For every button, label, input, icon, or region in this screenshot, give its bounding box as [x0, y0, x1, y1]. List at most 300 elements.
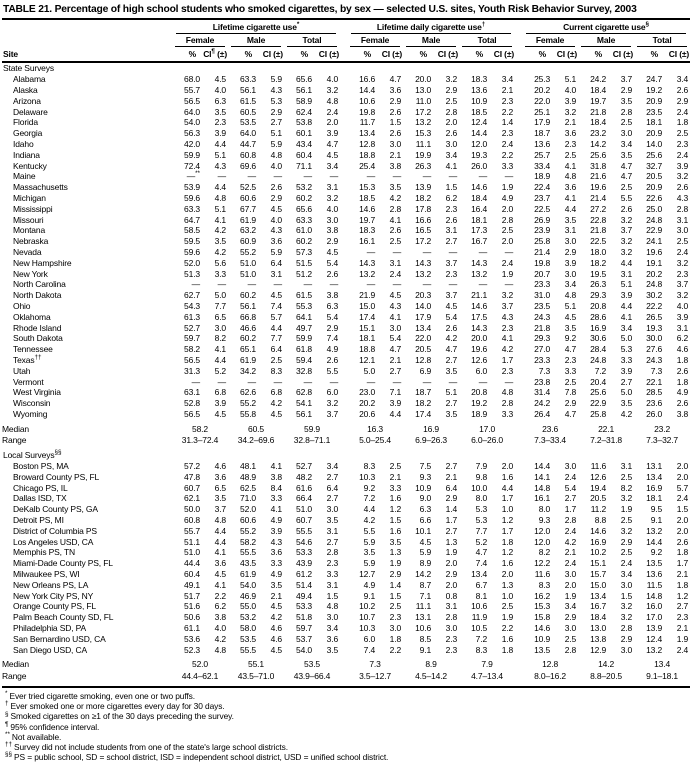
spacer — [515, 655, 522, 670]
ci-value-cell: 2.3 — [445, 268, 458, 279]
ci-value-cell: 5.7 — [270, 311, 282, 322]
table-row — [2, 558, 690, 569]
site-cell: District of Columbia PS — [13, 525, 97, 536]
ci-value-cell: 4.7 — [389, 74, 402, 85]
percent-value-cell: 29.3 — [534, 333, 551, 344]
spacer — [515, 312, 522, 323]
ci-value-cell: 1.5 — [445, 182, 458, 193]
ci-value-cell: 3.1 — [270, 268, 282, 279]
percent-value-cell: 7.7 — [475, 525, 488, 536]
ci-value-cell: 6.4 — [270, 257, 282, 268]
percent-value-cell: 54.1 — [296, 398, 312, 409]
ci-value-cell: 3.4 — [564, 279, 577, 290]
percent-value-cell: 12.8 — [359, 138, 376, 149]
percent-value-cell: 52.3 — [184, 644, 200, 655]
percent-value-cell: 5.9 — [419, 547, 432, 558]
ci-value-cell: 2.6 — [445, 214, 458, 225]
percent-value-cell: 22.5 — [590, 236, 607, 247]
table-body — [2, 62, 690, 687]
percent-value-cell: — — [478, 246, 488, 257]
spacer — [340, 279, 347, 290]
percent-value-cell: — — [366, 279, 376, 290]
percent-value-cell: 47.8 — [184, 471, 200, 482]
percent-value-cell: 16.6 — [415, 214, 432, 225]
median-value: 60.5 — [248, 423, 264, 434]
footnote-marker: †† — [5, 741, 13, 749]
ci-value-cell: 2.9 — [389, 569, 402, 580]
percent-value-cell: 9.1 — [363, 590, 376, 601]
percent-value-cell: 64.0 — [240, 128, 256, 139]
ci-value-cell: 5.9 — [270, 246, 282, 257]
percent-value-cell: 13.2 — [646, 644, 663, 655]
site-cell: Nebraska — [13, 236, 49, 247]
ci-value-cell: 2.6 — [676, 365, 689, 376]
spacer — [340, 215, 347, 226]
percent-value-cell: 63.1 — [184, 387, 200, 398]
ci-value-cell: 4.1 — [501, 333, 514, 344]
ci-value-cell: 4.5 — [270, 290, 282, 301]
ci-value-cell: 5.1 — [564, 300, 577, 311]
table-row — [2, 323, 690, 334]
sex-label: Male — [406, 35, 456, 47]
footnote: † Ever smoked one or more cigarettes every day for 30 days. — [5, 700, 225, 712]
percent-value-cell: 42.0 — [184, 138, 200, 149]
section-label: Local Surveys§§ — [3, 449, 62, 461]
median-value: 53.5 — [304, 659, 320, 670]
percent-value-cell: 8.1 — [475, 590, 488, 601]
site-cell: Florida — [13, 117, 38, 128]
ci-value-cell: 2.3 — [676, 268, 689, 279]
ci-value-cell: 2.5 — [676, 128, 689, 139]
percent-value-cell: 53.2 — [296, 182, 312, 193]
ci-value-cell: 2.8 — [445, 612, 458, 623]
ci-value-cell: 2.3 — [501, 95, 514, 106]
ci-value-cell: 3.9 — [564, 95, 577, 106]
percent-value-cell: 5.9 — [363, 536, 376, 547]
ci-value-cell: 2.4 — [676, 106, 689, 117]
median-value: 17.0 — [479, 423, 496, 434]
spacer — [515, 420, 522, 435]
ci-value-cell: 4.5 — [270, 644, 282, 655]
percent-value-cell: 52.5 — [240, 182, 256, 193]
spacer — [515, 323, 522, 334]
ci-value-cell: 3.9 — [270, 525, 282, 536]
percent-value-cell: 16.9 — [590, 536, 607, 547]
ci-value-cell: 3.0 — [564, 623, 577, 634]
percent-value-cell: 26.3 — [415, 160, 432, 171]
percent-value-cell: 19.8 — [359, 106, 376, 117]
range-value: 7.3–33.4 — [534, 435, 566, 446]
percent-value-cell: 16.9 — [590, 322, 607, 333]
spacer — [340, 344, 347, 355]
table-row — [2, 645, 690, 656]
ci-value-cell: 3.0 — [620, 128, 633, 139]
ci-value-cell: 2.0 — [445, 117, 458, 128]
ci-value-cell: 2.9 — [564, 612, 577, 623]
median-value: 23.2 — [654, 423, 671, 434]
percent-value-cell: 15.7 — [590, 569, 607, 580]
table-row — [2, 634, 690, 645]
ci-value-cell: 5.1 — [214, 203, 226, 214]
ci-value-cell: 1.4 — [501, 117, 514, 128]
percent-value-cell: 30.2 — [646, 290, 663, 301]
percent-value-cell: 51.6 — [184, 601, 200, 612]
ci-value-cell: 3.8 — [326, 225, 339, 236]
percent-value-cell: 25.7 — [534, 149, 551, 160]
corner-cell — [2, 34, 172, 47]
ci-value-cell: 4.1 — [620, 311, 633, 322]
ci-value-cell: 2.9 — [564, 246, 577, 257]
ci-value-cell: 3.1 — [676, 322, 689, 333]
ci-value-cell: 4.5 — [270, 601, 282, 612]
percent-value-cell: — — [303, 279, 312, 290]
ci-value-cell: 6.4 — [270, 344, 282, 355]
ci-value-cell: — — [448, 376, 458, 387]
table-row — [2, 569, 690, 580]
spacer — [515, 161, 522, 172]
ci-value-cell: 3.3 — [326, 569, 339, 580]
percent-value-cell: 6.9 — [419, 365, 432, 376]
percent-col-header: % — [578, 47, 609, 63]
percent-value-cell: 56.3 — [184, 128, 200, 139]
percent-value-cell: 11.9 — [471, 612, 488, 623]
ci-value-cell: 2.7 — [389, 365, 402, 376]
spacer — [340, 171, 347, 182]
spacer — [340, 377, 347, 388]
spacer — [340, 558, 347, 569]
percent-value-cell: 26.3 — [590, 279, 607, 290]
ci-value-cell: 2.5 — [564, 149, 577, 160]
ci-value-cell: 5.1 — [270, 128, 282, 139]
spacer — [340, 493, 347, 504]
ci-col-header: CI (±) — [259, 47, 284, 63]
percent-value-cell: 25.1 — [534, 106, 551, 117]
percent-value-cell: 60.2 — [240, 290, 256, 301]
footnote: †† Survey did not include students from one of the state's large school districts. — [5, 741, 288, 753]
percent-value-cell: 21.6 — [590, 171, 607, 182]
percent-value-cell: 8.3 — [538, 579, 551, 590]
percent-value-cell: 13.9 — [415, 182, 432, 193]
ci-value-cell: 4.1 — [564, 160, 577, 171]
percent-value-cell: 51.3 — [184, 268, 200, 279]
ci-value-cell: 6.2 — [445, 192, 458, 203]
section-row — [2, 450, 690, 461]
percent-value-cell: 55.3 — [296, 300, 312, 311]
spacer — [340, 645, 347, 656]
ci-value-cell: 2.9 — [620, 633, 633, 644]
ci-value-cell: 2.5 — [620, 117, 633, 128]
ci-value-cell: 3.2 — [501, 290, 514, 301]
ci-value-cell: 3.5 — [214, 106, 226, 117]
spacer — [340, 150, 347, 161]
ci-value-cell: 1.8 — [501, 536, 514, 547]
ci-value-cell: 4.3 — [214, 160, 226, 171]
percent-value-cell: 8.3 — [475, 644, 488, 655]
ci-value-cell: 3.2 — [326, 192, 339, 203]
range-value: 6.9–26.3 — [415, 435, 447, 446]
percent-value-cell: 58.0 — [240, 623, 256, 634]
percent-value-cell: 51.0 — [184, 547, 200, 558]
ci-value-cell: — — [448, 171, 458, 182]
ci-value-cell: 3.0 — [389, 322, 402, 333]
ci-value-cell: 2.1 — [564, 117, 577, 128]
range-label: Range — [2, 670, 172, 687]
ci-value-cell: — — [273, 279, 282, 290]
percent-value-cell: 55.2 — [240, 398, 256, 409]
percent-value-cell: 60.4 — [184, 569, 200, 580]
percent-value-cell: 49.4 — [296, 590, 312, 601]
ci-value-cell: 7.1 — [389, 387, 402, 398]
percent-value-cell: 9.8 — [475, 471, 488, 482]
spacer — [515, 74, 522, 85]
percent-value-cell: 33.4 — [534, 160, 551, 171]
spacer — [515, 472, 522, 483]
ci-value-cell: 2.9 — [564, 398, 577, 409]
footnote: §§ PS = public school, SD = school district, ISD = independent school district, USD = unified school district. — [5, 751, 389, 762]
ci-value-cell: 2.9 — [676, 95, 689, 106]
ci-value-cell: 4.8 — [270, 149, 282, 160]
site-cell: Nevada — [13, 246, 42, 257]
site-cell: San Bernardino USD, CA — [13, 633, 106, 644]
ci-value-cell: — — [392, 171, 402, 182]
percent-value-cell: 60.2 — [296, 236, 312, 247]
ci-value-cell: 2.1 — [564, 547, 577, 558]
percent-value-cell: — — [422, 246, 432, 257]
percent-value-cell: 21.4 — [534, 246, 551, 257]
table-row — [2, 515, 690, 526]
ci-value-cell: 2.4 — [501, 138, 514, 149]
percent-value-cell: 16.6 — [359, 74, 376, 85]
ci-value-cell: 3.0 — [620, 644, 633, 655]
spacer — [340, 634, 347, 645]
ci-value-cell: 3.7 — [501, 300, 514, 311]
col-group-header — [172, 19, 340, 34]
ci-value-cell: 5.4 — [445, 311, 458, 322]
ci-value-cell: 5.0 — [620, 333, 633, 344]
range-value: 44.4–62.1 — [172, 670, 228, 687]
footnote-marker: § — [5, 710, 9, 718]
percent-value-cell: 23.8 — [534, 376, 551, 387]
ci-value-cell: — — [504, 171, 514, 182]
percent-value-cell: 14.4 — [646, 536, 663, 547]
spacer — [340, 366, 347, 377]
ci-value-cell: 4.0 — [676, 300, 689, 311]
footnote-marker: ¶ — [5, 720, 9, 728]
percent-value-cell: 14.6 — [471, 300, 488, 311]
percent-value-cell: 61.9 — [240, 569, 256, 580]
percent-value-cell: 59.9 — [296, 333, 312, 344]
ci-value-cell: 2.5 — [676, 236, 689, 247]
percent-value-cell: 16.9 — [646, 482, 663, 493]
ci-value-cell: 5.0 — [214, 290, 226, 301]
ci-value-cell: 2.5 — [270, 354, 282, 365]
ci-value-cell: 5.9 — [270, 138, 282, 149]
ci-value-cell: 2.2 — [501, 106, 514, 117]
percent-value-cell: — — [247, 171, 256, 182]
percent-value-cell: 61.5 — [296, 290, 312, 301]
percent-value-cell: 7.3 — [538, 365, 551, 376]
median-value: 7.3 — [369, 659, 381, 670]
percent-value-cell: 8.0 — [538, 504, 551, 515]
site-cell: Alabama — [13, 74, 46, 85]
spacer — [515, 247, 522, 258]
percent-value-cell: 14.2 — [415, 569, 432, 580]
percent-value-cell: 18.4 — [590, 612, 607, 623]
col-group-label: Lifetime daily cigarette use† — [351, 20, 511, 34]
ci-value-cell: 3.9 — [389, 398, 402, 409]
table-row — [2, 193, 690, 204]
percent-value-cell: 51.8 — [296, 612, 312, 623]
percent-value-cell: 12.7 — [359, 569, 376, 580]
percent-value-cell: 57.3 — [296, 246, 312, 257]
percent-value-cell: 68.0 — [184, 74, 200, 85]
spacer — [515, 409, 522, 420]
percent-value-cell: 31.8 — [590, 160, 607, 171]
ci-value-cell: 2.4 — [676, 493, 689, 504]
percent-value-cell: — — [366, 171, 376, 182]
spacer — [515, 461, 522, 472]
percent-value-cell: 9.1 — [650, 515, 663, 526]
percent-value-cell: 60.6 — [240, 192, 256, 203]
spacer — [515, 670, 522, 687]
site-cell: Alaska — [13, 84, 38, 95]
percent-value-cell: 52.0 — [240, 504, 256, 515]
percent-value-cell: 24.8 — [646, 214, 663, 225]
percent-value-cell: 20.5 — [646, 171, 663, 182]
ci-value-cell: 5.4 — [389, 333, 402, 344]
ci-col-header: CI (±) — [490, 47, 515, 63]
sex-label: Female — [525, 35, 575, 47]
percent-value-cell: 27.0 — [534, 344, 551, 355]
percent-value-cell: 19.8 — [534, 257, 551, 268]
percent-value-cell: 14.6 — [471, 182, 488, 193]
sex-label: Total — [637, 35, 687, 47]
percent-value-cell: 55.5 — [240, 644, 256, 655]
percent-value-cell: 20.0 — [415, 74, 432, 85]
ci-value-cell: 3.2 — [620, 236, 633, 247]
ci-value-cell: 3.5 — [564, 214, 577, 225]
spacer — [340, 193, 347, 204]
spacer — [515, 645, 522, 656]
spacer — [515, 493, 522, 504]
percent-value-cell: 23.6 — [646, 398, 663, 409]
spacer — [515, 558, 522, 569]
percent-value-cell: 24.3 — [646, 354, 663, 365]
percent-value-cell: 43.4 — [296, 138, 312, 149]
ci-value-cell: 2.6 — [445, 128, 458, 139]
ci-value-cell: 1.5 — [389, 590, 402, 601]
ci-value-cell: 2.8 — [620, 623, 633, 634]
ci-value-cell: 4.0 — [214, 623, 226, 634]
percent-value-cell: — — [303, 171, 312, 182]
percent-value-cell: 6.6 — [419, 515, 432, 526]
ci-value-cell: 3.3 — [620, 354, 633, 365]
spacer — [515, 19, 522, 34]
ci-value-cell: 2.7 — [445, 525, 458, 536]
percent-value-cell: 5.3 — [475, 504, 488, 515]
percent-value-cell: 48.1 — [240, 461, 256, 472]
spacer — [340, 355, 347, 366]
ci-value-cell: 3.6 — [389, 84, 402, 95]
spacer — [515, 236, 522, 247]
ci-value-cell: 2.3 — [445, 644, 458, 655]
site-cell: Tennessee — [13, 344, 53, 355]
ci-value-cell: 2.3 — [445, 203, 458, 214]
table-row — [2, 547, 690, 558]
ci-value-cell: 3.8 — [326, 290, 339, 301]
ci-value-cell: 5.5 — [620, 192, 633, 203]
site-cell: Missouri — [13, 214, 44, 225]
ci-value-cell: 2.1 — [270, 590, 282, 601]
ci-value-cell: 2.5 — [564, 376, 577, 387]
ci-col-header: CI (±) — [378, 47, 403, 63]
spacer — [340, 107, 347, 118]
ci-value-cell: 8.4 — [270, 482, 282, 493]
table-row — [2, 472, 690, 483]
col-group-header — [347, 19, 515, 34]
ci-value-cell: 4.7 — [564, 408, 577, 419]
ci-value-cell: 1.6 — [501, 471, 514, 482]
percent-value-cell: 57.2 — [184, 461, 200, 472]
percent-value-cell: 22.1 — [646, 376, 663, 387]
percent-value-cell: 18.2 — [415, 398, 432, 409]
percent-value-cell: 51.1 — [184, 536, 200, 547]
percent-value-cell: 61.6 — [296, 482, 312, 493]
spacer — [515, 107, 522, 118]
percent-value-cell: 13.0 — [415, 84, 432, 95]
ci-value-cell: 4.4 — [564, 203, 577, 214]
percent-value-cell: 7.3 — [650, 365, 663, 376]
percent-value-cell: 52.0 — [184, 257, 200, 268]
ci-value-cell: 1.6 — [501, 558, 514, 569]
ci-value-cell: 1.9 — [389, 558, 402, 569]
footnote-marker: §§ — [54, 449, 62, 457]
table-row — [2, 526, 690, 537]
ci-value-cell: 3.5 — [564, 322, 577, 333]
ci-value-cell: 3.2 — [620, 246, 633, 257]
percent-value-cell: 53.3 — [296, 601, 312, 612]
ci-value-cell: 2.5 — [445, 95, 458, 106]
percent-value-cell: 54.0 — [296, 644, 312, 655]
ci-value-cell: 4.0 — [326, 74, 339, 85]
ci-value-cell: 2.0 — [676, 525, 689, 536]
percent-value-cell: 56.5 — [184, 95, 200, 106]
ci-value-cell: 3.4 — [620, 322, 633, 333]
percent-value-cell: 58.2 — [184, 344, 200, 355]
ci-value-cell: 3.0 — [389, 138, 402, 149]
percent-value-cell: 23.5 — [646, 106, 663, 117]
spacer — [340, 85, 347, 96]
table-row — [2, 312, 690, 323]
range-value: 32.8–71.1 — [293, 435, 331, 446]
ci-value-cell: 1.8 — [389, 633, 402, 644]
percent-value-cell: 62.6 — [240, 387, 256, 398]
spacer — [515, 344, 522, 355]
percent-value-cell: 15.3 — [415, 128, 432, 139]
ci-value-cell: 3.4 — [676, 74, 689, 85]
ci-value-cell: 4.2 — [270, 612, 282, 623]
percent-value-cell: 55.2 — [240, 525, 256, 536]
table-row — [2, 387, 690, 398]
ci-value-cell: 1.9 — [620, 504, 633, 515]
range-value: 43.9–66.4 — [284, 670, 340, 687]
percent-value-cell: 56.1 — [240, 84, 256, 95]
percent-value-cell: 19.9 — [415, 149, 432, 160]
percent-value-cell: 6.0 — [475, 365, 488, 376]
percent-value-cell: 4.4 — [363, 504, 376, 515]
ci-value-cell: 2.7 — [445, 461, 458, 472]
table-row — [2, 398, 690, 409]
